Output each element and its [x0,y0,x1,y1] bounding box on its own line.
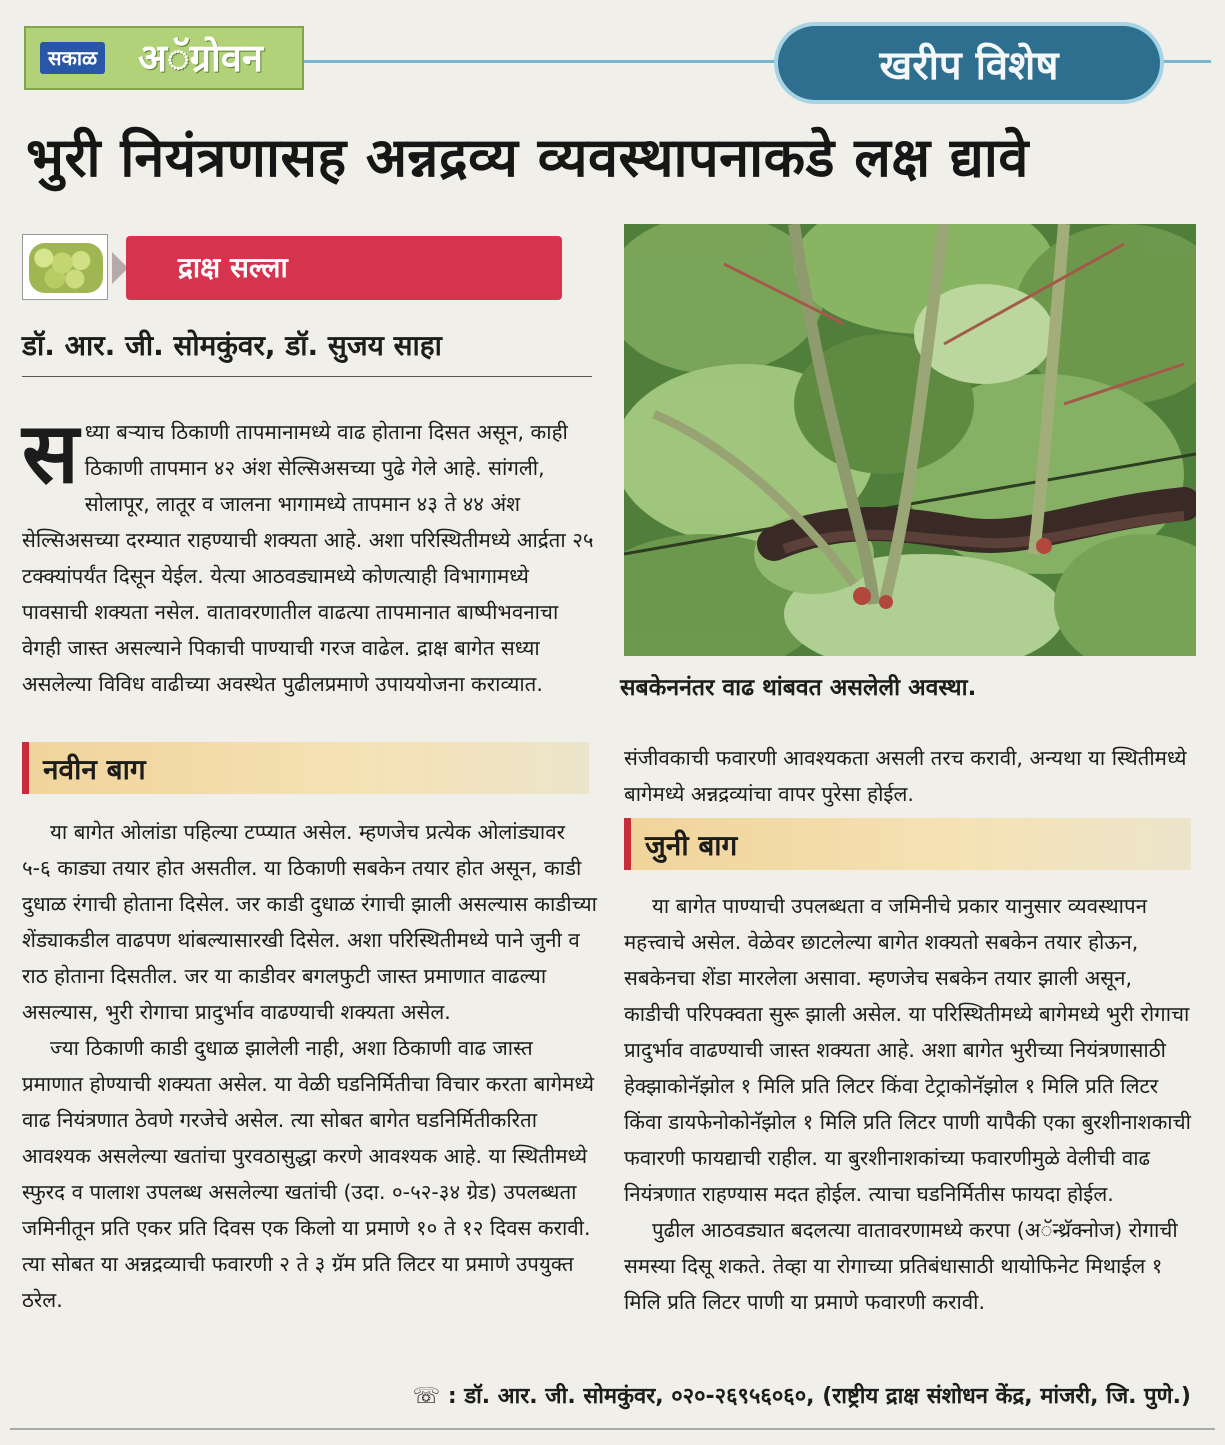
page-bottom-rule [10,1428,1215,1430]
phone-icon: ☏ [412,1384,441,1409]
paragraph: ज्या ठिकाणी काडी दुधाळ झालेली नाही, अशा ठिकाणी वाढ जास्त प्रमाणात होण्याची शक्यता असेल. या वेळी घडनिर्मितीचा विचार करता बागेमध्ये वाढ नियंत्रणात ठेवणे गरजेचे असेल. त्या सोबत बागेत घडनिर्मितीकरिता आवश्यक असलेल्या खतांचा पुरवठासुद्धा करणे आवश्यक आहे. या स्थितीमध्ये स्फुरद व पालाश उपलब्ध असलेल्या खतांची (उदा. ०-५२-३४ ग्रेड) उपलब्धता जमिनीतून प्रति एकर प्रति दिवस एक किलो या प्रमाणे १० ते १२ दिवस करावी. त्या सोबत या अन्नद्रव्याची फवारणी २ ते ३ ग्रॅम प्रति लिटर या प्रमाणे उपयुक्त ठरेल. [22,1036,594,1312]
new-garden-body [22,814,597,1318]
brand-name: अॅग्रोवन [138,36,264,80]
grapevine-illustration [624,224,1196,656]
paragraph: या बागेत ओलांडा पहिल्या टप्प्यात असेल. म्हणजेच प्रत्येक ओलांड्यावर ५-६ काड्या तयार होत असतील. या ठिकाणी सबकेन तयार होत असून, काडी दुधाळ रंगाची होताना दिसेल. जर काडी दुधाळ रंगाची झाली असल्यास काडीच्या शेंड्याकडील वाढपण थांबल्यासारखी दिसेल. अशा परिस्थितीमध्ये पाने जुनी व राठ होताना दिसतील. जर या काडीवर बगलफुटी जास्त प्रमाणात वाढल्या असल्यास, भुरी रोगाचा प्रादुर्भाव वाढण्याची शक्यता असेल. [22,820,597,1024]
topic-tag [22,234,562,302]
drop-cap: स [22,404,79,502]
lead-paragraph [22,404,597,702]
paragraph: संजीवकाची फवारणी आवश्यकता असली तरच करावी, अन्यथा या स्थितीमध्ये बागेमध्ये अन्नद्रव्यांचा वापर पुरेसा होईल. [624,746,1187,806]
topic-ribbon [126,236,562,300]
grape-icon [29,243,103,293]
section-heading-text: नवीन बाग [43,753,146,786]
special-section-badge [778,26,1160,100]
section-heading-new-garden [22,742,589,794]
section-heading-text: जुनी बाग [645,829,738,862]
old-garden-body [624,888,1194,1320]
vine-photo [624,224,1196,656]
contact-line [413,1380,1191,1410]
continued-paragraph [624,740,1194,812]
lead-text: ध्या बऱ्याच ठिकाणी तापमानामध्ये वाढ होताना दिसत असून, काही ठिकाणी तापमान ४२ अंश सेल्सिअसच्या पुढे गेले आहे. सांगली, सोलापूर, लातूर व जालना भागामध्ये तापमान ४३ ते ४४ अंश सेल्सिअसच्या दरम्यात राहण्याची शक्यता आहे. अशा परिस्थितीमध्ये आर्द्रता २५ टक्क्यांपर्यंत दिसून येईल. येत्या आठवड्यामध्ये कोणत्याही विभागामध्ये पावसाची शक्यता नसेल. वातावरणातील वाढत्या तापमानात बाष्पीभवनाचा वेगही जास्त असल्याने पिकाची पाण्याची गरज वाढेल. द्राक्ष बागेत सध्या असलेल्या विविध वाढीच्या अवस्थेत पुढीलप्रमाणे उपाययोजना कराव्यात. [22,420,594,696]
grape-thumbnail [22,234,108,300]
brand-small-logo: सकाळ [40,42,105,74]
byline-divider [22,376,592,377]
article-headline: भुरी नियंत्रणासह अन्नद्रव्य व्यवस्थापनाकडे लक्ष द्यावे [26,126,1029,189]
paragraph: या बागेत पाण्याची उपलब्धता व जमिनीचे प्रकार यानुसार व्यवस्थापन महत्त्वाचे असेल. वेळेवर छाटलेल्या बागेत शक्यतो सबकेन तयार होऊन, सबकेनचा शेंडा मारलेला असावा. म्हणजेच सबकेन तयार झाली असून, काडीची परिपक्वता सुरू झाली असेल. या परिस्थितीमध्ये बागेमध्ये भुरी रोगाचा प्रादुर्भाव वाढण्याची जास्त शक्यता आहे. अशा बागेत भुरीच्या नियंत्रणासाठी हेक्झाकोनॅझोल १ मिलि प्रति लिटर किंवा टेट्राकोनॅझोल १ मिलि प्रति लिटर किंवा डायफेनोकोनॅझोल १ मिलि प्रति लिटर पाणी यापैकी एका बुरशीनाशकाची फवारणी फायद्याची राहील. या बुरशीनाशकांच्या फवारणीमुळे वेलीची वाढ नियंत्रणात राहण्यास मदत होईल. त्याचा घडनिर्मितीस फायदा होईल. [624,894,1191,1206]
topic-label: द्राक्ष सल्ला [178,251,288,284]
contact-text: : डॉ. आर. जी. सोमकुंवर, ०२०-२६९५६०६०, (राष्ट्रीय द्राक्ष संशोधन केंद्र, मांजरी, जि. पुणे.) [447,1384,1191,1409]
photo-caption: सबकेननंतर वाढ थांबवत असलेली अवस्था. [620,675,977,701]
paragraph: पुढील आठवड्यात बदलत्या वातावरणामध्ये करपा (अॅन्थ्रॅक्नोज) रोगाची समस्या दिसू शकते. तेव्हा या रोगाच्या प्रतिबंधासाठी थायोफिनेट मिथाईल १ मिलि प्रति लिटर पाणी या प्रमाणे फवारणी करावी. [624,1218,1178,1314]
brand-logo [24,26,304,90]
special-section-label: खरीप विशेष [879,43,1059,89]
section-heading-old-garden [624,818,1191,870]
author-byline: डॉ. आर. जी. सोमकुंवर, डॉ. सुजय साहा [22,329,442,362]
